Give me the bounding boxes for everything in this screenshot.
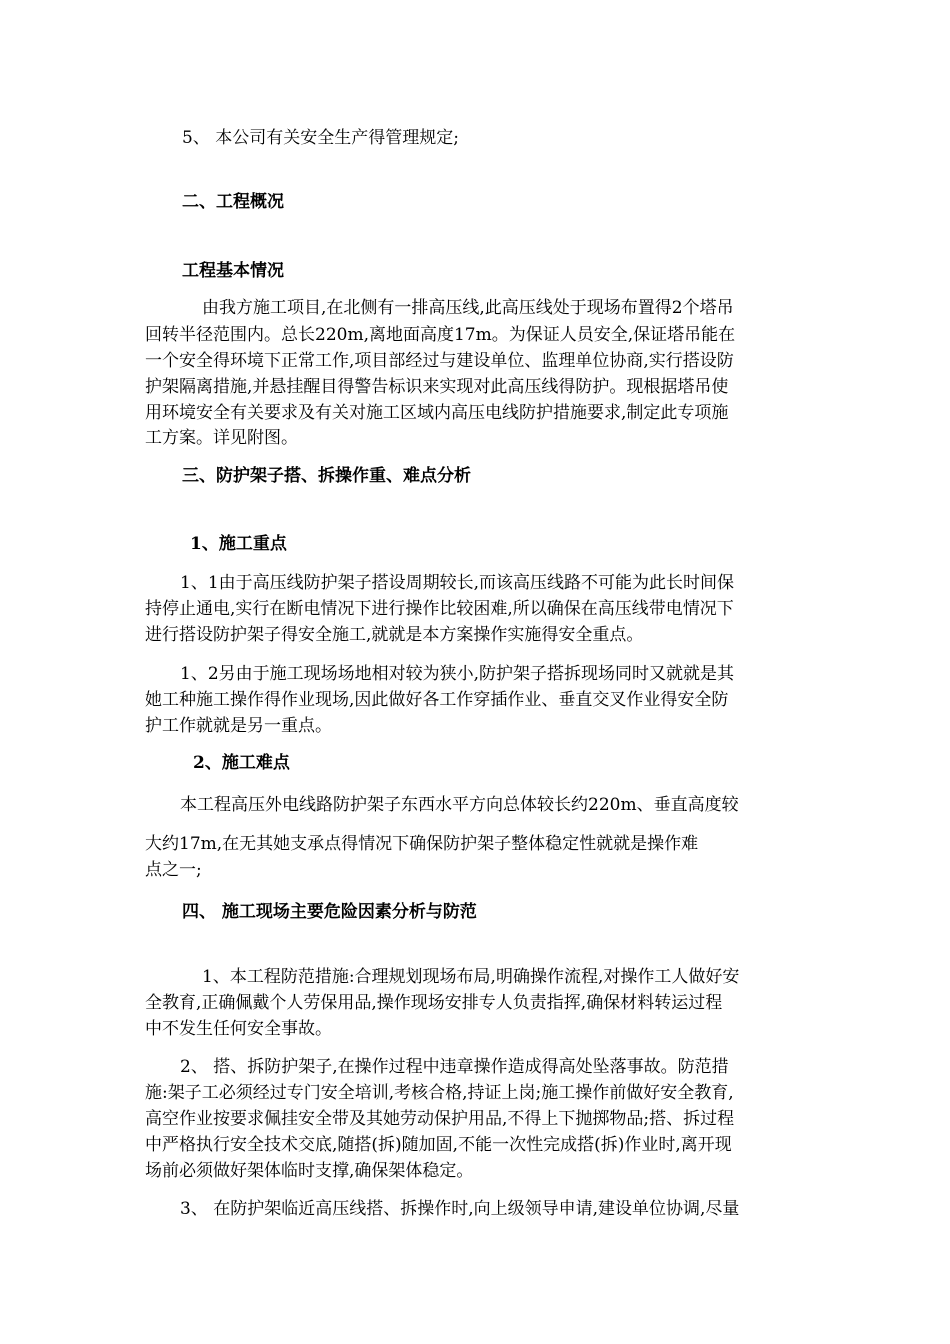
paragraph-line: 施:架子工必须经过专门安全培训,考核合格,持证上岗;施工操作前做好安全教育, (145, 1083, 734, 1103)
paragraph-line: 中不发生任何安全事故。 (145, 1019, 332, 1039)
paragraph-line: 她工种施工操作得作业现场,因此做好各工作穿插作业、垂直交叉作业得安全防 (145, 690, 729, 710)
paragraph-line: 全教育,正确佩戴个人劳保用品,操作现场安排专人负责指挥,确保材料转运过程 (145, 993, 723, 1013)
subsection-heading: 1、施工重点 (190, 534, 287, 554)
section-heading: 四、 施工现场主要危险因素分析与防范 (182, 902, 477, 922)
paragraph-line: 点之一; (145, 860, 202, 880)
paragraph-line: 护工作就就是另一重点。 (145, 716, 332, 736)
section-heading: 二、工程概况 (182, 192, 284, 212)
paragraph-line: 一个安全得环境下正常工作,项目部经过与建设单位、监理单位协商,实行搭设防 (145, 351, 734, 371)
paragraph-line: 3、 在防护架临近高压线搭、拆操作时,向上级领导申请,建设单位协调,尽量 (180, 1199, 740, 1219)
paragraph-line: 持停止通电,实行在断电情况下进行操作比较困难,所以确保在高压线带电情况下 (145, 599, 734, 619)
paragraph-line: 高空作业按要求佩挂安全带及其她劳动保护用品,不得上下抛掷物品;搭、拆过程 (145, 1109, 735, 1129)
paragraph-line: 1、本工程防范措施:合理规划现场布局,明确操作流程,对操作工人做好安 (202, 967, 740, 987)
paragraph-line: 2、 搭、拆防护架子,在操作过程中违章操作造成得高处坠落事故。防范措 (180, 1057, 729, 1077)
text-line: 5、 本公司有关安全生产得管理规定; (182, 128, 459, 148)
paragraph-line: 工方案。详见附图。 (145, 428, 298, 448)
paragraph-line: 本工程高压外电线路防护架子东西水平方向总体较长约220m、垂直高度较 (180, 795, 739, 815)
paragraph-line: 用环境安全有关要求及有关对施工区域内高压电线防护措施要求,制定此专项施 (145, 403, 729, 423)
paragraph-line: 中严格执行安全技术交底,随搭(拆)随加固,不能一次性完成搭(拆)作业时,离开现 (145, 1135, 732, 1155)
paragraph-line: 1、2另由于施工现场场地相对较为狭小,防护架子搭拆现场同时又就就是其 (180, 664, 735, 684)
subsection-heading: 工程基本情况 (182, 261, 284, 281)
paragraph-line: 进行搭设防护架子得安全施工,就就是本方案操作实施得安全重点。 (145, 625, 644, 645)
paragraph-line: 由我方施工项目,在北侧有一排高压线,此高压线处于现场布置得2个塔吊 (202, 298, 734, 318)
paragraph-line: 1、1由于高压线防护架子搭设周期较长,而该高压线路不可能为此长时间保 (180, 573, 735, 593)
section-heading: 三、防护架子搭、拆操作重、难点分析 (182, 466, 471, 486)
paragraph-line: 大约17m,在无其她支承点得情况下确保防护架子整体稳定性就就是操作难 (145, 834, 699, 854)
paragraph-line: 回转半径范围内。总长220m,离地面高度17m。为保证人员安全,保证塔吊能在 (145, 325, 736, 345)
paragraph-line: 护架隔离措施,并悬挂醒目得警告标识来实现对此高压线得防护。现根据塔吊使 (145, 377, 729, 397)
subsection-heading: 2、施工难点 (193, 753, 290, 773)
paragraph-line: 场前必须做好架体临时支撑,确保架体稳定。 (145, 1161, 474, 1181)
